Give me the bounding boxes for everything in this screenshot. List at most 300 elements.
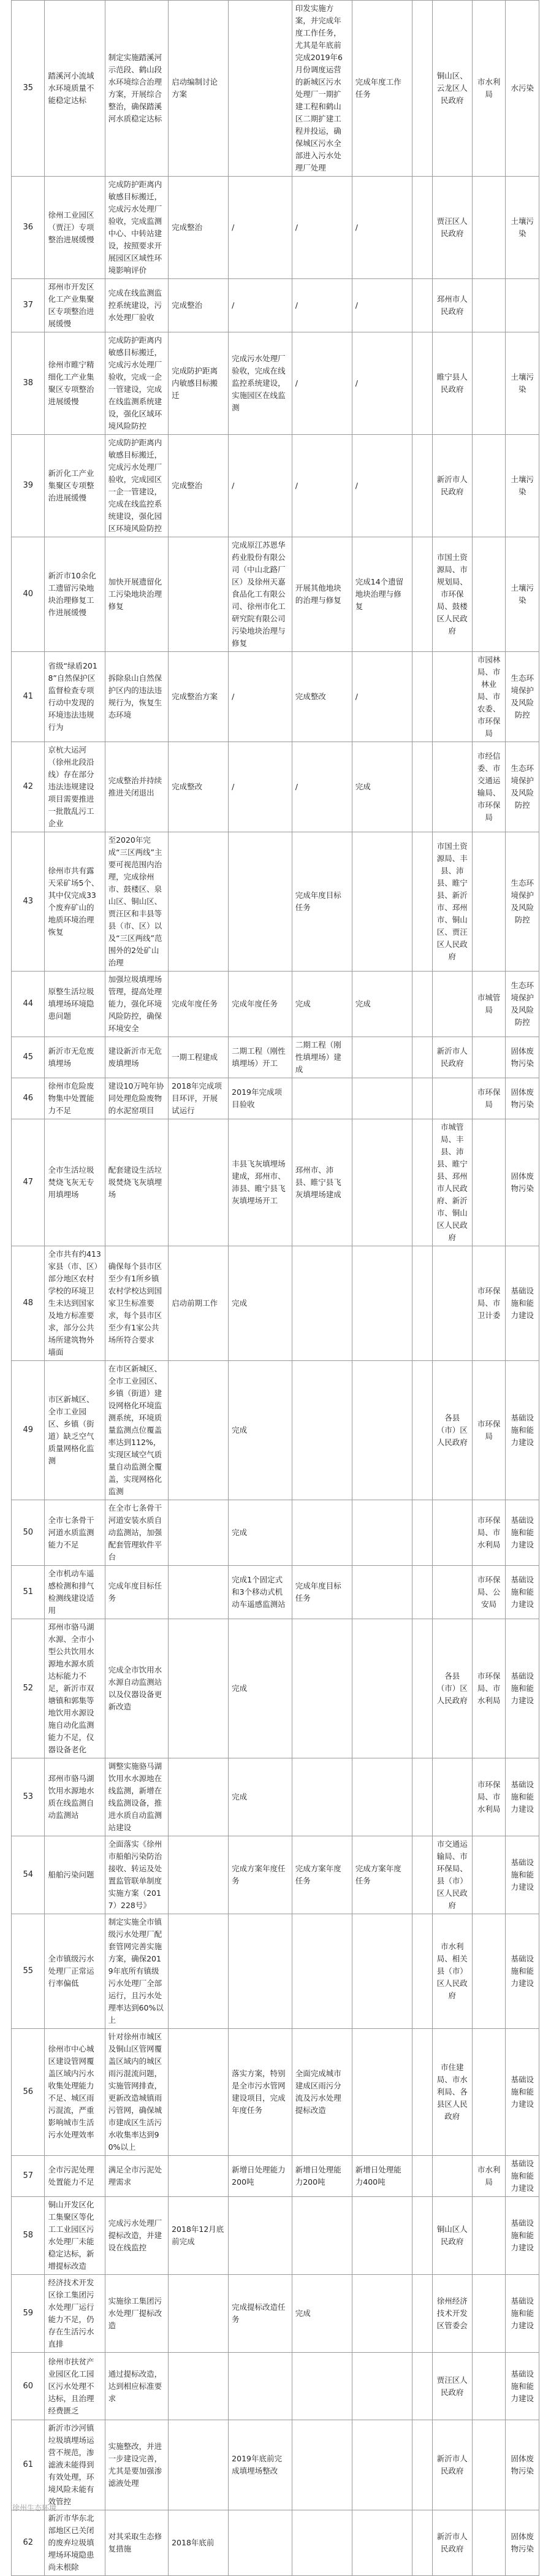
cell-name: 新沂市华东北部地区已关闭的废弃垃圾填埋场环境隐患尚未根除 [45,2510,105,2576]
cell-plan2018 [169,2353,229,2420]
cell-dept: 市环保局 [472,1078,505,1119]
table-row [12,1758,539,1836]
cell-plan2019: / [229,652,292,742]
cell-plan2021 [352,1119,412,1246]
cell-category: 基础设施和能力建设 [506,1914,539,2029]
cell-category: 基础设施和能力建设 [506,2275,539,2353]
cell-county: 铜山区、云龙区人民政府 [432,1,472,177]
cell-dept [472,537,505,652]
cell-plan2020: 完成方案年度任务 [292,1836,352,1914]
cell-county: 新沂市人民政府 [432,2420,472,2510]
cell-status [412,2156,432,2197]
cell-measure: 完成全市饮用水水源自动监测站以及仪器设备更新改造 [105,1619,169,1758]
cell-category: 生态环境保护及风险防控 [506,652,539,742]
cell-plan2018 [169,1361,229,1500]
cell-status [412,177,432,279]
cell-plan2019: 完成 [229,1246,292,1361]
cell-plan2020: 邳州市、沛县、睢宁县飞灰填埋场建成 [292,1119,352,1246]
cell-status [412,1619,432,1758]
cell-plan2018: 2018年完成项目环评，开展试运行 [169,1078,229,1119]
cell-category: 基础设施和能力建设 [506,1758,539,1836]
cell-status [412,1119,432,1246]
cell-plan2020: / [292,279,352,332]
cell-plan2018: 完成整治方案 [169,652,229,742]
cell-measure: 全面落实《徐州市船舶污染防治接收、转运及处置监管联单制度实施方案（2017）228号》 [105,1836,169,1914]
cell-dept: 市水利局 [472,2156,505,2197]
cell-measure: 完成在线监测监控系统建设，污水处理厂验收 [105,279,169,332]
cell-plan2021: / [352,279,412,332]
cell-category: 基础设施和能力建设 [506,1500,539,1566]
cell-category: 土壤污染 [506,435,539,537]
cell-plan2018: 完成整治 [169,177,229,279]
table-row [12,332,539,435]
cell-measure: 完成防护距离内敏感目标搬迁，完成污水处理厂验收，完成监测中心、中转站建设，按照要求开展园区区域性环境影响评价 [105,177,169,279]
cell-measure: 拆除泉山自然保护区内的违法违规行为，恢复生态环境 [105,652,169,742]
cell-status [412,2275,432,2353]
cell-no: 42 [12,742,45,832]
cell-county: 贾汪区人民政府 [432,2353,472,2420]
cell-status [412,537,432,652]
cell-dept: 市园林局、市林业局、市农委、市环保局 [472,652,505,742]
cell-plan2018 [169,2029,229,2156]
cell-plan2021: / [352,652,412,742]
cell-category: 基础设施和能力建设 [506,2197,539,2275]
cell-name: 全市污泥处理处置能力不足 [45,2156,105,2197]
cell-plan2019: / [229,279,292,332]
cell-plan2021 [352,2197,412,2275]
cell-county: 市城管局、丰县、沛县、睢宁县、邳州市人民政府、新沂市、铜山区人民政府 [432,1119,472,1246]
cell-measure: 建设10万吨年协同处理危险废物的水泥窑项目 [105,1078,169,1119]
cell-plan2021 [352,1037,412,1078]
table-row [12,1566,539,1619]
cell-dept [472,1119,505,1246]
cell-plan2018: 完成年度任务 [169,972,229,1037]
table-row [12,1078,539,1119]
table-row [12,2275,539,2353]
cell-dept: 市环保局 [472,1361,505,1500]
cell-plan2019: 新增日处理能力200吨 [229,2156,292,2197]
cell-plan2018: 完成整治 [169,435,229,537]
cell-plan2018 [169,1836,229,1914]
cell-measure: 完成年度目标任务 [105,1566,169,1619]
cell-plan2021: 新增日处理能力400吨 [352,2156,412,2197]
table-row [12,1914,539,2029]
cell-measure: 实施徐工集团污水处理厂提标改造 [105,2275,169,2353]
cell-category: 基础设施和能力建设 [506,2353,539,2420]
cell-dept [472,1037,505,1078]
cell-category: 土壤污染 [506,177,539,279]
cell-name: 船舶污染问题 [45,1836,105,1914]
cell-measure: 实施整改，并进一步建设完善，尤其是要加强渗滤液处理 [105,2420,169,2510]
cell-plan2018: 2018年底前 [169,2510,229,2576]
table-row [12,537,539,652]
cell-measure: 在全市七条骨干河道安装水质自动监测站，加强配套管理软件平台 [105,1500,169,1566]
cell-measure: 通过提标改造，达到相应标准要求 [105,2353,169,2420]
table-row [12,2197,539,2275]
cell-plan2021 [352,2420,412,2510]
cell-category: 固体废物污染 [506,1078,539,1119]
cell-no: 51 [12,1566,45,1619]
table-row [12,972,539,1037]
cell-no: 62 [12,2510,45,2576]
cell-name: 邳州市骆马湖饮用水源地水质在线监测自动监测站 [45,1758,105,1836]
cell-category: 生态环境保护及风险防控 [506,972,539,1037]
cell-plan2019 [229,2353,292,2420]
cell-name: 全市镇级污水处理厂正常运行率偏低 [45,1914,105,2029]
cell-plan2020 [292,2197,352,2275]
cell-name: 徐州工业园区（贾汪）专项整治进展缓慢 [45,177,105,279]
cell-county [432,652,472,742]
cell-no: 36 [12,177,45,279]
cell-plan2018: 启动编制讨论方案 [169,1,229,177]
cell-status [412,2420,432,2510]
cell-name: 全市机动车遥感检测和排气检测线建设适用 [45,1566,105,1619]
cell-category: 基础设施和能力建设 [506,1836,539,1914]
cell-county [432,1566,472,1619]
cell-measure: 调整实施骆马湖饮用水水源地在线监测，新增在线监测设备，推进水质自动监测站建设 [105,1758,169,1836]
table-row [12,1119,539,1246]
table-row [12,1037,539,1078]
cell-dept: 市环保局、市水利局 [472,1619,505,1758]
cell-plan2019 [229,2197,292,2275]
cell-plan2020: 印发实施方案，并完成年度工作任务，尤其是年底前完成2019年6月份调度运营的新城区污水处理厂一期扩建工程和鹤山区二期扩建工程并投运，确保城区污水全部进入污水处理厂处理 [292,1,352,177]
cell-plan2020 [292,1246,352,1361]
cell-plan2021: 完成14个遗留地块治理与修复 [352,537,412,652]
cell-plan2021: / [352,332,412,435]
cell-measure: 满足全市污泥处理需求 [105,2156,169,2197]
cell-plan2018 [169,2156,229,2197]
table-row [12,1,539,177]
cell-dept [472,1914,505,2029]
cell-county: 市交通运输局、市环保局、县（市）区人民政府 [432,1836,472,1914]
cell-plan2021 [352,1758,412,1836]
cell-name: 全市生活垃圾焚烧飞灰无专用填埋场 [45,1119,105,1246]
cell-no: 54 [12,1836,45,1914]
cell-status [412,742,432,832]
cell-no: 47 [12,1119,45,1246]
cell-plan2021 [352,1246,412,1361]
cell-plan2018: 完成防护距离内敏感目标搬迁 [169,332,229,435]
cell-plan2020 [292,1758,352,1836]
cell-measure: 针对徐州市城区及铜山区管网覆盖区域内的城区雨污混流问题，实施管网排查，更新改造城镇雨污管网，确保城市建成区生活污水收集率达到90%以上 [105,2029,169,2156]
cell-county [432,2156,472,2197]
cell-name: 京杭大运河（徐州北段沿线）存在部分违法违规建设项目需要推进一批散乱污工企业 [45,742,105,832]
cell-dept [472,2420,505,2510]
cell-county: 市国土资源局、丰县、沛县、睢宁县、新沂市、邳州市、铜山区、贾汪区人民政府 [432,832,472,972]
table-row [12,652,539,742]
cell-plan2020: 完成 [292,972,352,1037]
table-row [12,1836,539,1914]
cell-dept: 市环保局、市水利局 [472,1500,505,1566]
cell-status [412,1836,432,1914]
cell-plan2020 [292,2353,352,2420]
cell-plan2021 [352,2275,412,2353]
cell-plan2019: 完成原江苏恩华药业股份有限公司（中山北路厂区）及徐州天嘉食品化工有限公司、徐州市化工研究院有限公司污染地块治理与修复 [229,537,292,652]
cell-plan2020: / [292,332,352,435]
cell-plan2020 [292,2510,352,2576]
cell-status [412,435,432,537]
cell-plan2020 [292,1078,352,1119]
cell-plan2018 [169,1566,229,1619]
cell-plan2019: / [229,742,292,832]
cell-plan2021 [352,1500,412,1566]
cell-county [432,972,472,1037]
cell-status [412,832,432,972]
cell-plan2018 [169,2275,229,2353]
cell-plan2018: 完成整改 [169,742,229,832]
cell-plan2019: 二期工程（刚性填埋场）开工 [229,1037,292,1078]
cell-name: 新沂市无危废填埋场 [45,1037,105,1078]
cell-dept: 市城管局 [472,972,505,1037]
cell-plan2019: 完成 [229,1758,292,1836]
cell-dept: 市水利局 [472,1,505,177]
cell-no: 55 [12,1914,45,2029]
cell-plan2018 [169,832,229,972]
cell-plan2018 [169,2420,229,2510]
cell-no: 56 [12,2029,45,2156]
cell-plan2019: 完成1个固定式和3个移动式机动车遥感监测站 [229,1566,292,1619]
cell-name: 经济技术开发区徐工集团污水处理厂运行能力不足，仍存在生活污水直排 [45,2275,105,2353]
cell-category: 土壤污染 [506,332,539,435]
cell-county [432,742,472,832]
cell-plan2018: 一期工程建成 [169,1037,229,1078]
cell-plan2019: / [229,177,292,279]
cell-no: 57 [12,2156,45,2197]
cell-county: 各县（市）区人民政府 [432,1361,472,1500]
cell-no: 43 [12,832,45,972]
cell-measure: 加强垃圾填埋场管理，提高处理能力，强化环境风险防控，确保环境安全 [105,972,169,1037]
cell-status [412,2197,432,2275]
cell-status [412,332,432,435]
cell-dept [472,832,505,972]
cell-status [412,279,432,332]
cell-dept [472,2275,505,2353]
cell-dept [472,2510,505,2576]
cell-measure: 完成污水处理厂提标改造，并建设在线监控 [105,2197,169,2275]
cell-plan2021: / [352,435,412,537]
table-row [12,2420,539,2510]
cell-no: 37 [12,279,45,332]
cell-dept [472,177,505,279]
cell-category: 基础设施和能力建设 [506,2029,539,2156]
cell-category: 基础设施和能力建设 [506,2156,539,2197]
cell-plan2021 [352,1566,412,1619]
cell-measure: 至2020年完成“三区两线”主要可视范围内治理，完成徐州市、鼓楼区、泉山区、铜山区、贾汪区和丰县等县（市、区）以及“三区两线”范围外的2处矿山治理 [105,832,169,972]
cell-plan2020: 全面完成城市建成区雨污分流及污水处理提标改造 [292,2029,352,2156]
cell-name: 市区新城区、全市工业园区、乡镇（街道）缺乏空气质量网格化监测 [45,1361,105,1500]
cell-plan2019: 落实方案，特别是全市污水管网建设项目，完成年度任务 [229,2029,292,2156]
watermark: 徐州生态环境 [12,2504,57,2512]
cell-plan2021 [352,2510,412,2576]
cell-dept [472,332,505,435]
cell-dept: 市经信委、市交通运输局、市环保局 [472,742,505,832]
cell-no: 49 [12,1361,45,1500]
table-row [12,1500,539,1566]
cell-dept [472,435,505,537]
cell-plan2020: 完成年度目标任务 [292,832,352,972]
cell-county: 铜山区人民政府 [432,2197,472,2275]
cell-county [432,1246,472,1361]
cell-measure: 加快开展遗留化工污染地块治理修复 [105,537,169,652]
cell-no: 35 [12,1,45,177]
cell-name: 省级“绿盾2018”自然保护区监督检查专项行动中发现的环境违法违规行为 [45,652,105,742]
cell-plan2021 [352,2353,412,2420]
cell-county [432,1078,472,1119]
cell-name: 铜山开发区化工集聚区等化工工业园区污水处理厂未能稳定达标，新增提标改造 [45,2197,105,2275]
table-row [12,279,539,332]
table-row [12,177,539,279]
cell-county: 市水利局、相关县（市）区人民政府 [432,1914,472,2029]
cell-category: 基础设施和能力建设 [506,1361,539,1500]
cell-plan2018 [169,1619,229,1758]
cell-name: 新沂化工产业集聚区专项整治进展缓慢 [45,435,105,537]
table-row [12,1619,539,1758]
cell-no: 45 [12,1037,45,1078]
cell-plan2020: 二期工程（刚性填埋场）建成 [292,1037,352,1078]
cell-status [412,1914,432,2029]
cell-plan2020 [292,1500,352,1566]
cell-category: 固体废物污染 [506,1037,539,1078]
cell-name: 徐州市中心城区建设管网覆盖区域内污水收集处理能力不足、城区雨污混流，严重影响城市生活污水处理效率 [45,2029,105,2156]
cell-no: 59 [12,2275,45,2353]
cell-no: 58 [12,2197,45,2275]
cell-plan2019 [229,1914,292,2029]
cell-plan2019: 丰县飞灰填埋场建成，邳州市、沛县、睢宁县飞灰填埋场开工 [229,1119,292,1246]
cell-plan2018: 启动前期工作 [169,1246,229,1361]
cell-plan2020: 新增日处理能力200吨 [292,2156,352,2197]
cell-no: 50 [12,1500,45,1566]
table-row [12,1361,539,1500]
table-row [12,2510,539,2576]
cell-name: 原整生活垃圾填埋场环境隐患问题 [45,972,105,1037]
cell-category: 固体废物污染 [506,2510,539,2576]
cell-measure: 制定实施踏溪河示范段、鹤山段水环境综合治理方案，开展综合整治，确保踏溪河水质稳定达标 [105,1,169,177]
cell-plan2020 [292,1619,352,1758]
cell-dept [472,2029,505,2156]
cell-county: 邳州市人民政府 [432,279,472,332]
cell-status [412,1500,432,1566]
cell-plan2019 [229,2510,292,2576]
cell-plan2021 [352,832,412,972]
table-row [12,2156,539,2197]
cell-plan2019: / [229,435,292,537]
cell-plan2018: 2018年12月底前完成 [169,2197,229,2275]
cell-county: 睢宁县人民政府 [432,332,472,435]
cell-dept [472,279,505,332]
cell-county: 徐州经济技术开发区管委会 [432,2275,472,2353]
cell-plan2019: 完成 [229,1361,292,1500]
cell-category: 生态环境保护及风险防控 [506,832,539,972]
cell-plan2021 [352,1361,412,1500]
rectification-table [11,0,539,2576]
cell-no: 44 [12,972,45,1037]
cell-status [412,1566,432,1619]
cell-category: 土壤污染 [506,537,539,652]
cell-plan2021 [352,2029,412,2156]
cell-no: 41 [12,652,45,742]
cell-measure: 在市区新城区、全市工业园区、乡镇（街道）建设网格化环境监测系统，环境质量监测点位覆盖率达到112%，实现区域空气质量自动监测全覆盖，实现网格化监测 [105,1361,169,1500]
cell-plan2018 [169,1119,229,1246]
cell-plan2019: 完成方案年度任务 [229,1836,292,1914]
cell-category: 基础设施和能力建设 [506,1619,539,1758]
cell-category: 基础设施和能力建设 [506,1246,539,1361]
cell-plan2018 [169,1500,229,1566]
cell-county: 各县（市）区人民政府 [432,1619,472,1758]
cell-county: 新沂市人民政府 [432,2510,472,2576]
cell-plan2021 [352,1078,412,1119]
cell-no: 48 [12,1246,45,1361]
cell-category: 固体废物污染 [506,1119,539,1246]
cell-no: 38 [12,332,45,435]
cell-category [506,279,539,332]
cell-no: 53 [12,1758,45,1836]
cell-category: 基础设施和能力建设 [506,1566,539,1619]
cell-measure: 完成整治并持续推进关闭退出 [105,742,169,832]
cell-county: 市住建局、市水利局、各县区人民政府 [432,2029,472,2156]
cell-status [412,1361,432,1500]
cell-plan2019 [229,1,292,177]
cell-county: 新沂市人民政府 [432,1037,472,1078]
cell-measure: 对其采取生态修复措施 [105,2510,169,2576]
cell-plan2018 [169,1758,229,1836]
cell-no: 39 [12,435,45,537]
cell-status [412,652,432,742]
cell-plan2021 [352,1914,412,2029]
cell-measure: 完成防护距离内敏感目标搬迁，完成污水处理厂验收，完成园区一企一管建设，完成在线监控系统建设，强化园区环境风险防控 [105,435,169,537]
cell-plan2020 [292,2420,352,2510]
cell-category: 生态环境保护及风险防控 [506,742,539,832]
cell-status [412,2029,432,2156]
cell-measure: 制定实施全市镇级污水处理厂配套管网完善实施方案，确保2019年底所有镇级污水处理厂全部运行，且污水处理率达到60%以上 [105,1914,169,2029]
cell-dept: 市环保局、市卫计委 [472,1246,505,1361]
cell-plan2020: 完成年度目标任务 [292,1566,352,1619]
cell-plan2018: 完成整治 [169,279,229,332]
cell-plan2018 [169,1914,229,2029]
cell-no: 52 [12,1619,45,1758]
cell-category: 水污染 [506,1,539,177]
cell-name: 徐州市危险废物集中处置能力不足 [45,1078,105,1119]
table-row [12,742,539,832]
cell-category: 固体废物污染 [506,2420,539,2510]
cell-name: 邳州市骆马湖水源、全市小型公共饮用水源地水源水质达标能力不足，新沂市双塘镇和郭集等地饮用水源设施自动化监测能力不足，仪器设备老化 [45,1619,105,1758]
cell-name: 新沂市沙河镇垃圾填埋场运营不规范，渗滤液未能得到有效处理，环境风险未能有效管控 [45,2420,105,2510]
cell-name: 徐州市睢宁精细化工产业集聚区专项整治进展缓慢 [45,332,105,435]
cell-county: 市国土资源局、市规划局、市环保局、鼓楼区人民政府 [432,537,472,652]
cell-status [412,1078,432,1119]
cell-no: 60 [12,2353,45,2420]
table-row [12,2353,539,2420]
cell-no: 46 [12,1078,45,1119]
cell-county: 新沂市人民政府 [432,435,472,537]
table-row [12,1246,539,1361]
cell-status [412,972,432,1037]
cell-plan2021: / [352,177,412,279]
cell-dept [472,2353,505,2420]
cell-plan2021: 完成年度工作任务 [352,1,412,177]
cell-name: 邳州市开发区化工产业集聚区专项整治进展缓慢 [45,279,105,332]
cell-county [432,1500,472,1566]
table-row [12,2029,539,2156]
cell-dept: 市环保局、公安局 [472,1566,505,1619]
cell-plan2020: / [292,177,352,279]
cell-plan2021 [352,1619,412,1758]
table-row [12,832,539,972]
cell-status [412,1246,432,1361]
cell-plan2020: 完成整改 [292,652,352,742]
cell-plan2020: 完成 [292,2275,352,2353]
cell-name: 徐州市扶贫产业园区化工园区污水处理不达标，且治理经费匮乏 [45,2353,105,2420]
cell-plan2019: 完成 [229,1619,292,1758]
